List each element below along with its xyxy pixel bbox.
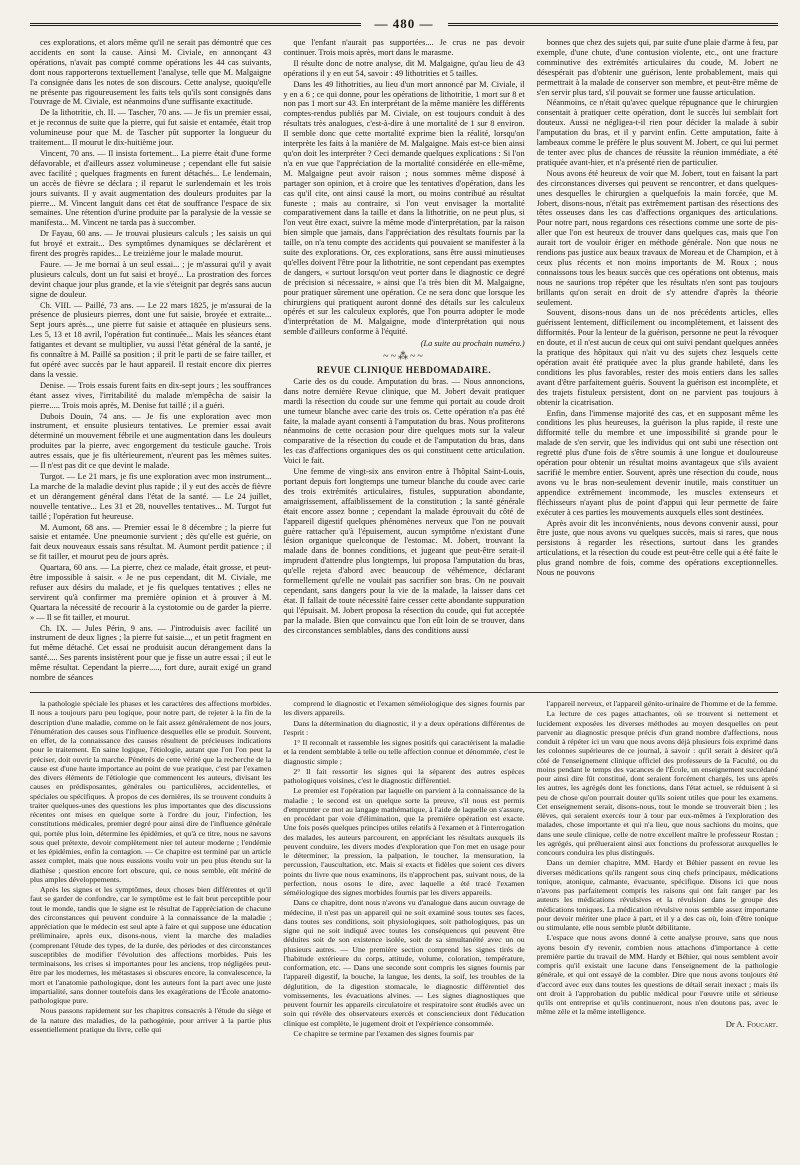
paragraph: Après les signes et les symptômes, deux choses bien différentes et qu'il faut se garder de confondre, car le symptôme est le fait brut perceptible pour tout le monde, tandis que le signe est le résultat de l'appréciation de chacune des circonstances qui peuvent conduire à la connaissance de la maladie ; appréciation que le médecin est seul apte à faire et qui suppose une éducation préliminaire, après eux, disons-nous, vient la marche des maladies (comprenant l'étude des types, de la durée, des périodes et des circonstances susceptibles de modifier l'évolution des affections morbides. Puis les terminaisons, les crises si importantes pour les anciens, trop négligées peut-être par les modernes, les métastases si obscures encore, la convalescence, la mort et l'anatomie pathologique, dont les auteurs font la part avec une juste impartialité, sans donner toutefois dans les exagérations de l'École anatomo-pathologique pure.	[30, 885, 272, 1005]
paragraph: Souvent, disons-nous dans un de nos précédents articles, elles guérissent lentement, difficilement ou incomplètement, et laissent des difformités. Pour la lenteur de la guérison, personne ne peut la révoquer en doute, et il n'est aucun de ceux qui ont suivi pendant quelques années la pratique des hôpitaux qui n'ait vu des sujets chez lesquels cette opération avait été pratiquée avec la plus grande habileté, dans les conditions les plus favorables, rester des mois entiers dans les salles avant d'être parfaitement guéris. Souvent la guérison est incomplète, et des trajets fistuleux persistent, dont on ne parvient pas toujours à obtenir la cicatrisation.	[536, 308, 778, 407]
bottom-column-1	[30, 699, 271, 1154]
paragraph: Vincent, 70 ans. — Il insista fortement... La pierre était d'une forme défavorable, et d'ailleurs assez volumineuse ; cependant elle fut saisie avec facilité ; quelques fragments en furent détachés... Le lendemain, un accès de fièvre se déclara ; il reparut le surlendemain et les trois jours suivants. Il y avait augmentation des douleurs produites par la pierre... M. Vincent languit dans cet état de souffrance l'espace de six semaines. Une rétention d'urine produite par la paralysie de la vessie se manifesta... M. Vincent ne tarda pas à succomber.	[30, 148, 272, 228]
paragraph: Nous avons été heureux de voir que M. Jobert, tout en faisant la part des circonstances diverses qui peuvent se rencontrer, et dans quelques-unes desquelles le chirurgien a quelquefois la main forcée, que M. Jobert, disons-nous, n'était pas extrêmement partisan des résections des têtes osseuses dans les cas d'affections organiques des articulations. Pour notre part, nous regardons ces résections comme une sorte de pis-aller que l'on est heureux de trouver dans quelques cas, mais que l'on aurait tort de vouloir ériger en méthode générale. Non que nous ne rendions pas justice aux beaux travaux de Moreau et de Champion, et à ceux plus récents et non moins importants de M. Roux ; nous connaissons tous les beaux succès que ces opérations ont obtenus, mais nous ne saurions trop répéter que les résultats n'en sont pas toujours brillants qu'on serait en droit de s'y attendre d'après la théorie seulement.	[536, 168, 778, 307]
signature	[537, 1020, 778, 1029]
paragraph: la pathologie spéciale les phases et les caractères des affections morbides. Il nous a toujours paru peu logique, pour notre part, de rejeter à la fin de la description d'une maladie, comme on le fait assez généralement de nos jours, l'énumération des causes sous l'influence desquelles elle se produit. Souvent, en effet, de la connaissance des causes résultent de précieuses indications pour le traitement. En saine logique, l'étiologie, autant que l'on l'on peut la préciser, doit ouvrir la marche. Pénétrés de cette vérité que la recherche de la cause est d'une haute importance au point de vue pratique, c'est par l'examen des divers éléments de l'étiologie que commencent les auteurs, divisant les causes en prédisposantes, générales ou particulières, accidentelles, et spéciales ou spécifiques. À propos de ces dernières, ils se trouvent conduits à traiter quelques-unes des questions les plus importantes que des discussions récentes ont mises en quelque sorte à l'ordre du jour, l'infection, les constitutions médicales, premier degré pour ainsi dire de l'influence générale qui, portée plus loin, détermine les épidémies, et qu'à ce titre, nous ne savons sous quel prétexte, devoir complètement nier tel auteur moderne ; l'endémie et les épidémies, enfin la contagion. — Ce chapitre est terminé par un article assez complet, mais que nous eussions voulu voir un peu plus étendu sur la diathèse ; question encore fort obscure, qui, ce nous semble, eût mérité de plus amples développements.	[30, 699, 272, 884]
paragraph: ces explorations, et alors même qu'il ne serait pas démontré que ces accidents en sont la cause. Ainsi M. Civiale, en annonçant 43 opérations, n'avait pas compté comme opérations les 44 cas suivants, dont nous rapporterons textuellement l'analyse, telle que M. Malgaigne l'a consignée dans les notes de son discours. Cette analyse, quoiqu'elle ne présente pas rigoureusement les faits tels qu'ils sont consignés dans l'ouvrage de M. Civiale, est néanmoins d'une suffisante exactitude.	[30, 38, 272, 107]
paragraph: Dans la détermination du diagnostic, il y a deux opérations différentes de l'esprit :	[283, 718, 525, 737]
paragraph: Après avoir dit les inconvénients, nous devons convenir aussi, pour être juste, que nous avons vu quelques succès, mais si rares, que nous persistons à regarder les résections, surtout dans les grandes articulations, et la résection du coude est peut-être celle qui a été faite le plus grand nombre de fois, comme des opérations exceptionnelles. Nous ne pouvons	[536, 518, 778, 578]
paragraph: Néanmoins, ce n'était qu'avec quelque répugnance que le chirurgien consentait à pratiquer cette opération, dont le succès lui semblait fort douteux. Aussi ne négligea-t-il rien pour décider la malade à subir l'amputation du bras, et il y parvint enfin. Cette amputation, faite à lambeaux comme le préfère le plus souvent M. Jobert, ce qui lui permet de tenter avec plus de chances de réussite la réunion immédiate, a été pratiquée avant-hier, et n'a présenté rien de particulier.	[536, 98, 778, 167]
bottom-section	[30, 699, 778, 1154]
top-column-3	[537, 38, 778, 688]
top-column-1	[30, 38, 271, 688]
paragraph: Enfin, dans l'immense majorité des cas, et en supposant même les conditions les plus heureuses, la guérison la plus rapide, il reste une difformité telle du membre et une impossibilité si grande pour le malade de s'en servir, que les individus qui ont subi une résection ont regretté plus d'une fois de s'être soumis à une longue et douloureuse opération pour obtenir un résultat moins avantageux que s'ils avaient sacrifié le membre entier. Souvent, après une résection du coude, nous avons vu le bras non-seulement devenir inutile, mais constituer un appendice extrêmement incommode, les muscles extenseurs et fléchisseurs n'ayant plus de point d'appui qui leur permette de faire exécuter à ces parties les mouvements auxquels elles sont destinées.	[536, 408, 778, 517]
paragraph: Dans ce chapitre, dont nous n'avons vu d'analogue dans aucun ouvrage de médecine, il n'est pas un appareil qui ne soit examiné sous toutes ses faces, dans toutes ses conditions, soit physiologiques, soit pathologiques, pas un signe qui ne soit indiqué avec toutes les conséquences qui peuvent être déduites soit de son existence isolée, soit de sa simultanéité avec un ou plusieurs autres. — Une première section comprend les signes tirés de l'habitude extérieure du corps, attitude, volume, coloration, température, conformation, etc. — Dans une seconde sont compris les signes fournis par l'appareil digestif, la bouche, la langue, les dents, la soif, les troubles de la déglutition, de la digestion stomacale, le diagnostic différentiel des vomissements, les évacuations alvines. — Les signes diagnostiques que peuvent fournir les appareils circulatoire et respiratoire sont étudiés avec un soin qui révèle des observateurs exercés et consciencieux dont l'éducation clinique est complète, le jugement droit et l'expérience consommée.	[283, 898, 525, 1028]
page-header	[30, 14, 778, 34]
bottom-column-3	[537, 699, 778, 1154]
paragraph: que l'enfant n'aurait pas supportées.... Je crus ne pas devoir continuer. Trois mois après, mort dans le marasme.	[283, 38, 525, 57]
paragraph: Il résulte donc de notre analyse, dit M. Malgaigne, qu'au lieu de 43 opérations il y en eut 54, savoir : 49 lithotrities et 5 tailles.	[283, 58, 525, 78]
paragraph: Le premier est l'opération par laquelle on parvient à la connaissance de la maladie ; le second est un quelque sorte la preuve, s'il nous est permis d'emprunter ce mot au langage mathématique, à l'aide de laquelle on s'assure, en procédant par voie d'élimination, que la première opération est exacte. Une fois posés quelques principes utiles relatifs à l'examen et à l'interrogation des malades, les auteurs parcourent, en appréciant les résultats auxquels ils peuvent conduire, les divers modes d'exploration que l'on met en usage pour le déterminer, la pression, la palpation, le toucher, la mensuration, la percussion, l'auscultation, etc. Mais si exacts et fidèles que soient ces divers points du livre que nous examinons, ils n'approchent pas, suivant nous, de la perfection, nous osons le dire, avec laquelle a été tracé l'examen séméiologique des signes morbides fournis par les divers appareils.	[283, 786, 525, 897]
paragraph: La lecture de ces pages attachantes, où se trouvent si nettement et lucidement exposées les diverses méthodes au moyen desquelles on peut parvenir au diagnostic presque précis d'un grand nombre d'affections, nous conduit à répéter ici un vœu que nous avons déjà plusieurs fois exprimé dans les colonnes supérieures de ce journal, à savoir : qu'il serait à désirer qu'à côté de l'enseignement clinique officiel des professeurs de la Faculté, ou du moins pendant le temps des vacances de l'École, un enseignement succédané pour ainsi dire fût constitué, dont seraient forcément chargés, les uns après les autres, les agrégés dont les fonctions, dans l'état actuel, se réduisent à si peu de chose qu'on pourrait douter qu'ils soient utiles que pour les examens. Cet enseignement serait, disons-nous, tout le monde se trouverait bien ; les élèves, qui seraient exercés tour à tour par eux-mêmes à l'exploration des malades, chose importante et qui n'a lieu, que nous sachions du moins, que dans une seule clinique, celle de notre excellent maître le professeur Rostan ; les agrégés, qui prélueraient ainsi aux fonctions du professorat auxquelles le concours conduira les plus distingués.	[536, 709, 778, 857]
continued-note: (La suite au prochain numéro.)	[420, 339, 525, 349]
paragraph: Ch. IX. — Jules Périn, 9 ans. — J'introduisis avec facilité un instrument de deux lignes ; la pierre fut saisie..., et un petit fragment en fut même détaché. Cet essai ne produisit aucun dérangement dans la santé..... Ses parents insistèrent pour que je fisse un autre essai ; il eut le même résultat. Cependant la pierre....., fort dure, aurait exigé un grand nombre de séances	[30, 623, 272, 683]
paragraph: Turgot. — Le 21 mars, je fis une exploration avec mon instrument... La marche de la maladie devint plus rapide ; il y eut des accès de fièvre et un dérangement général dans l'état de la santé. — Le 24 juillet, nouvelle tentative... Les 31 et 28, nouvelles tentatives... M. Turgot fut taillé ; l'opération fut heureuse.	[30, 471, 272, 521]
top-column-2	[283, 38, 524, 688]
signature-name: Foucart.	[746, 1018, 778, 1029]
signature-prefix: Dr A.	[725, 1018, 745, 1029]
paragraph: Ch. VIII. — Paillé, 73 ans. — Le 22 mars 1825, je m'assurai de la présence de plusieurs pierres, dont une fut saisie, broyée et extraite... Sept jours après..., une pierre fut saisie et attaquée en plusieurs sens. Les 5, 13 et 18 avril, l'opération fut continuée... Mais les séances étant fatigantes et devant se multiplier, vu aussi l'état général de la santé, je fis connaître à M. Paillé sa position ; il prit le parti de se faire tailler, et fut opéré avec succès par le haut appareil. Il restait encore dix pierres dans la vessie.	[30, 300, 272, 379]
bottom-column-2	[283, 699, 524, 1154]
paragraph: Une femme de vingt-six ans environ entre à l'hôpital Saint-Louis, portant depuis fort longtemps une tumeur blanche du coude avec carie des trois extrémités articulaires, fistules, suppuration abondante, amaigrissement, affaiblissement de la constitution ; la santé générale était encore assez bonne ; cependant la malade éprouvait du côté de l'appareil digestif quelques phénomènes nerveux que l'on ne pouvait guère rattacher qu'à l'épuisement, aucun symptôme n'existant d'une lésion organique quelconque de l'estomac. M. Jobert, trouvant la malade dans de bonnes conditions, et jugeant que peut-être serait-il imprudent d'attendre plus longtemps, lui proposa l'amputation du bras, qu'elle rejeta d'abord avec beaucoup de véhémence, déclarant formellement qu'elle ne voulait pas sacrifier son bras. On ne pouvait cependant, sans dangers pour la vie de la malade, la laisser dans cet état. Il fallait de toute nécessité faire cesser cette abondante suppuration qui l'épuisait. M. Jobert proposa la résection du coude, qui fut acceptée par la malade. Bien que convaincu que l'on eût loin de se trouver, dans des circonstances semblables, dans des conditions aussi	[283, 467, 525, 635]
paragraph: De la lithotritie, ch. II. — Tascher, 70 ans. — Je fis un premier essai, et je reconnus de suite que la pierre, qui fut saisie et entamée, était trop volumineuse pour que M. de Tascher pût supporter la longueur du traitement... Il mourut le dix-huitième jour.	[30, 108, 272, 148]
paragraph: Nous passons rapidement sur les chapitres consacrés à l'étude du siège et de la nature des maladies, de la pathogénie, pour arriver à la partie plus essentiellement pratique du livre, celle qui	[30, 1006, 272, 1034]
paragraph: M. Aumont, 68 ans. — Premier essai le 8 décembre ; la pierre fut saisie et entamée. Une pneumonie survient ; dès qu'elle est guérie, on fait deux nouveaux essais sans résultat. M. Aumont perdit patience ; il se fit tailler, et mourut peu de jours après.	[30, 522, 272, 562]
paragraph: Denise. — Trois essais furent faits en dix-sept jours ; les souffrances étant assez vives, l'irritabilité du malade m'empêcha de saisir la pierre..... Trois mois après, M. Denise fut taillé ; il a guéri.	[30, 380, 272, 410]
paragraph: Quartara, 60 ans. — La pierre, chez ce malade, était grosse, et peut-être impossible à saisir. « Je ne pus cependant, dit M. Civiale, me refuser aux désirs du malade, et je fis quelques tentatives ; elles ne servirent qu'à confirmer ma première opinion et à prouver à M. Quartara la nécessité de recourir à la cystotomie ou de garder la pierre. » — Il se fit tailler, et mourut.	[30, 563, 272, 622]
paragraph: 2° Il fait ressortir les signes qui la séparent des autres espèces pathologiques voisines, c'est le diagnostic différentiel.	[283, 766, 525, 785]
paragraph: Carie des os du coude. Amputation du bras. — Nous annoncions, dans notre dernière Revue clinique, que M. Jobert devait pratiquer mardi la résection du coude sur une femme qui portait au coude droit une tumeur blanche avec carie des trois os. Cette opération n'a pas été faite, la malade ayant consenti à l'amputation du bras. Nous profiterons néanmoins de cette occasion pour dire quelques mots sur la valeur comparative de la résection du coude et de l'amputation du bras, dans les cas d'affections organiques des os qui constituent cette articulation. Voici le fait.	[283, 376, 525, 466]
paragraph: comprend le diagnostic et l'examen séméiologique des signes fournis par les divers appareils.	[283, 699, 525, 718]
header-rule-left	[30, 23, 361, 26]
page-number: — 480 —	[374, 16, 434, 31]
paragraph: Dubois Douin, 74 ans. — Je fis une exploration avec mon instrument, et ensuite plusieurs tentatives. Le premier essai avait déterminé un mouvement fébrile et une augmentation dans les douleurs produites par la pierre, avec engorgement du testicule gauche. Trois autres essais, que je fis ultérieurement, n'eurent pas les mêmes suites. — Il n'est pas dit ce que devint le malade.	[30, 411, 272, 471]
paragraph: Ce chapitre se termine par l'examen des signes fournis par	[293, 1028, 474, 1038]
section-title: REVUE CLINIQUE HEBDOMADAIRE.	[316, 365, 492, 375]
section-ornament: ~~⁂~~	[383, 351, 425, 363]
paragraph: l'appareil nerveux, et l'appareil génito-urinaire de l'homme et de la femme.	[546, 699, 778, 708]
paragraph: Dr Fayau, 60 ans. — Je trouvai plusieurs calculs ; les saisis un qui fut broyé et extrait... Des symptômes dynamiques se déclarèrent et firent des progrès rapides... Le treizième jour le malade mourut.	[30, 229, 272, 259]
paragraph: 1° Il reconnaît et rassemble les signes positifs qui caractérisent la maladie et la rendent semblable à telle ou telle affection connue et dénommée, c'est le diagnostic simple ;	[283, 738, 525, 766]
header-rule-right	[448, 23, 779, 26]
paragraph: Dans les 49 lithotrities, au lieu d'un mort annoncé par M. Civiale, il y en a 6 ; ce qui donne, pour les opérations de lithotritie, 1 mort sur 8 et non pas 1 mort sur 43. En interprétant de la même manière les différents comptes-rendus publiés par M. Civiale, on est toujours conduit à des résultats très analogues, c'est-à-dire à une mortalité de 1 sur 8 environ. Il semble donc que cette mortalité exprime bien la réalité, lorsqu'on interprète les faits à la manière de M. Malgaigne. Mais est-ce bien ainsi qu'on doit les interpréter ? Ceci demande quelques explications : Si l'on n'a en vue que l'appréciation de la mortalité considérée en elle-même, M. Malgaigne peut avoir raison ; nous sommes même disposé à partager son opinion, et à croire que les tentatives d'opération, dans les cas qu'il cite, ont ainsi causé la mort, ou moins contribué au résultat funeste ; mais au contraire, si l'on veut envisager la mortalité comparativement dans la taille et dans la lithotritie, on ne peut plus, si l'on veut être exact, suivre la même mode d'interprétation, par la raison bien simple que jamais, dans l'appréciation des résultats fournis par la taille, on n'a tenu compte des accidents qui pouvaient se manifester à la suite des explorations. Or, ces explorations, sans être aussi minutieuses qu'elles doivent l'être pour la lithotritie, ne sont cependant pas exemptes de dangers, « surtout lorsqu'on veut porter dans le diagnostic ce degré de précision si nécessaire, » ainsi que l'a très bien dit M. Malgaigne, pour pratiquer sûrement une opération. Ce ne sera donc que lorsque les chirurgiens qui pratiquent auront donné des détails sur les calculeux opérés et sur les calculeux explorés, que l'on pourra adopter le mode d'interprétation de M. Malgaigne, mode d'interprétation qui nous semble d'ailleurs conforme à l'équité.	[283, 79, 525, 337]
paragraph: Dans un dernier chapitre, MM. Hardy et Béhier passent en revue les diverses médications qu'ils rangent sous cinq chefs principaux, médications tonique, atonique, calmante, évacuante, spécifique. Disons ici que nous n'avons pas parfaitement compris les raisons qui ont fait ranger par les auteurs les médications révulsives et la révulsion dans le groupe des médications toniques. La médication révulsive nous semble assez importante pour devoir mériter une place à part, et il y a des cas où, loin d'être tonique ou stimulante, elle nous semble plutôt débilitante.	[536, 858, 778, 932]
paragraph: L'espace que nous avons donné à cette analyse prouve, sans que nous ayons besoin d'y revenir, combien nous attachons d'importance à cette première partie du travail de MM. Hardy et Béhier, qui nous semblent avoir compris qu'il existait une lacune dans l'enseignement de la pathologie générale, et qui ont essayé de la combler. Dire que nous avons toujours été d'accord avec eux dans toutes les questions de détail serait inexact ; mais ils ont droit à l'approbation du public médical pour l'œuvre utile et sérieuse qu'ils ont entreprise et qu'ils continueront, nous n'en doutons pas, avec le même zèle et la même intelligence.	[536, 933, 778, 1017]
top-section	[30, 38, 778, 693]
paragraph: Faure. — Je me bornai à un seul essai... ; je m'assurai qu'il y avait plusieurs calculs, dont un fut saisi et broyé... La prostration des forces devint chaque jour plus grande, et la vie s'éteignit par degrés sans aucun signe de douleur.	[30, 259, 272, 299]
paragraph: bonnes que chez des sujets qui, par suite d'une plaie d'arme à feu, par exemple, d'une chute, d'une contusion violente, etc., ont une fracture comminutive des extrémités articulaires du coude, M. Jobert ne désespérait pas d'obtenir une guérison, lente probablement, mais qui permettrait à la malade de conserver son membre, et peut-être même de s'en servir plus tard, s'il pouvait se former une fausse articulation.	[536, 38, 778, 97]
